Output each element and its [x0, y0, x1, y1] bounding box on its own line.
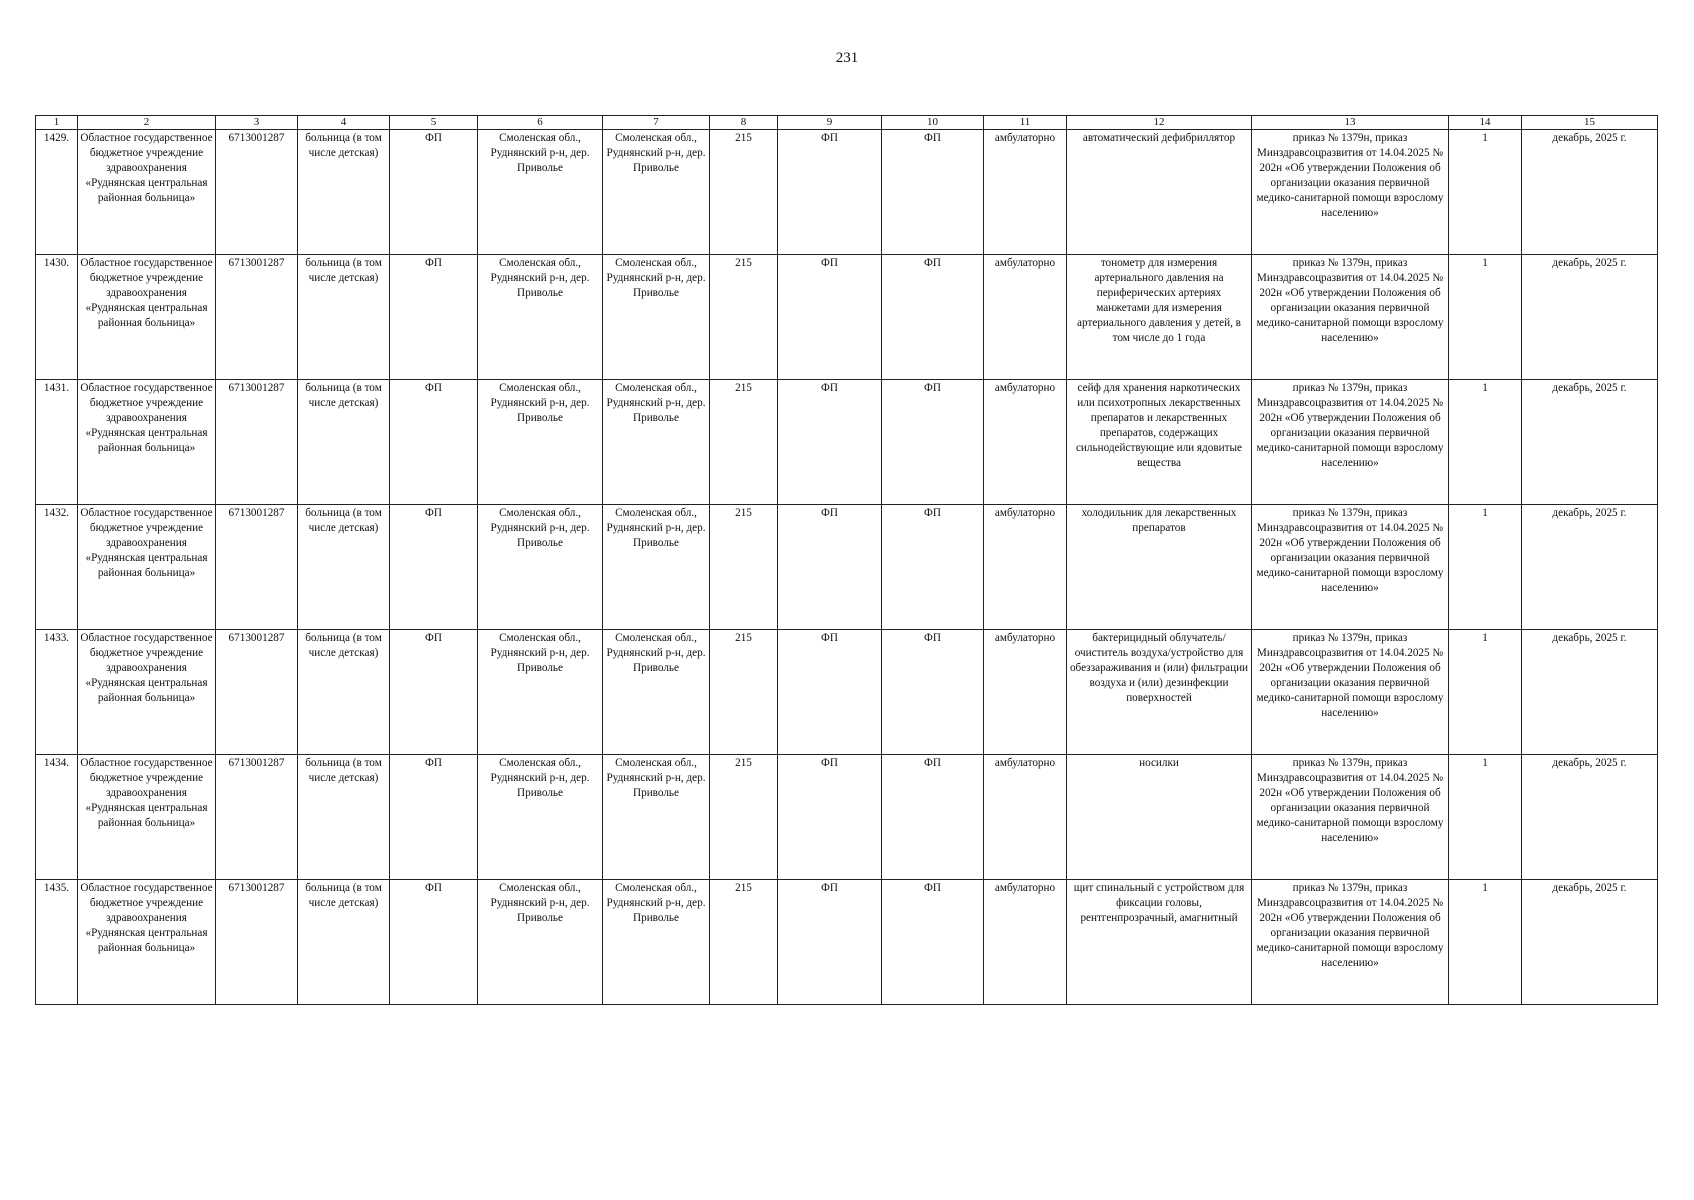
- regulation-order: приказ № 1379н, приказ Минздравсоцразвития от 14.04.2025 № 202н «Об утверждении Положения об организации оказания первичной медико-санитарной помощи взрослому населению»: [1252, 130, 1449, 255]
- address-actual: Смоленская обл., Руднянский р-н, дер. Приволье: [603, 880, 710, 1005]
- address-actual: Смоленская обл., Руднянский р-н, дер. Приволье: [603, 630, 710, 755]
- address-legal: Смоленская обл., Руднянский р-н, дер. Приволье: [478, 130, 603, 255]
- care-condition: амбулаторно: [984, 630, 1067, 755]
- deadline: декабрь, 2025 г.: [1522, 380, 1658, 505]
- deadline: декабрь, 2025 г.: [1522, 505, 1658, 630]
- organization-name: Областное государственное бюджетное учреждение здравоохранения «Руднянская центральная районная больница»: [78, 880, 216, 1005]
- column-header: 15: [1522, 116, 1658, 130]
- quantity: 1: [1449, 880, 1522, 1005]
- department-col10: ФП: [882, 505, 984, 630]
- organization-name: Областное государственное бюджетное учреждение здравоохранения «Руднянская центральная районная больница»: [78, 380, 216, 505]
- table-row: [36, 130, 1658, 255]
- code-value: 215: [710, 380, 778, 505]
- unit-type: ФП: [390, 130, 478, 255]
- regulation-order: приказ № 1379н, приказ Минздравсоцразвития от 14.04.2025 № 202н «Об утверждении Положения об организации оказания первичной медико-санитарной помощи взрослому населению»: [1252, 505, 1449, 630]
- address-actual: Смоленская обл., Руднянский р-н, дер. Приволье: [603, 130, 710, 255]
- inn-code: 6713001287: [216, 255, 298, 380]
- regulation-order: приказ № 1379н, приказ Минздравсоцразвития от 14.04.2025 № 202н «Об утверждении Положения об организации оказания первичной медико-санитарной помощи взрослому населению»: [1252, 755, 1449, 880]
- quantity: 1: [1449, 505, 1522, 630]
- facility-type: больница (в том числе детская): [298, 880, 390, 1005]
- regulation-order: приказ № 1379н, приказ Минздравсоцразвития от 14.04.2025 № 202н «Об утверждении Положения об организации оказания первичной медико-санитарной помощи взрослому населению»: [1252, 380, 1449, 505]
- department-col10: ФП: [882, 630, 984, 755]
- organization-name: Областное государственное бюджетное учреждение здравоохранения «Руднянская центральная районная больница»: [78, 505, 216, 630]
- organization-name: Областное государственное бюджетное учреждение здравоохранения «Руднянская центральная районная больница»: [78, 130, 216, 255]
- department-col9: ФП: [778, 255, 882, 380]
- inn-code: 6713001287: [216, 380, 298, 505]
- facility-type: больница (в том числе детская): [298, 130, 390, 255]
- care-condition: амбулаторно: [984, 380, 1067, 505]
- care-condition: амбулаторно: [984, 755, 1067, 880]
- header-row: [36, 116, 1658, 130]
- department-col9: ФП: [778, 880, 882, 1005]
- inn-code: 6713001287: [216, 630, 298, 755]
- quantity: 1: [1449, 255, 1522, 380]
- row-number: 1433.: [36, 630, 78, 755]
- equipment-name: тонометр для измерения артериального давления на периферических артериях манжетами для измерения артериального давления у детей, в том числе до 1 года: [1067, 255, 1252, 380]
- column-header: 4: [298, 116, 390, 130]
- deadline: декабрь, 2025 г.: [1522, 755, 1658, 880]
- code-value: 215: [710, 130, 778, 255]
- address-legal: Смоленская обл., Руднянский р-н, дер. Приволье: [478, 880, 603, 1005]
- address-legal: Смоленская обл., Руднянский р-н, дер. Приволье: [478, 255, 603, 380]
- code-value: 215: [710, 255, 778, 380]
- column-header: 2: [78, 116, 216, 130]
- organization-name: Областное государственное бюджетное учреждение здравоохранения «Руднянская центральная районная больница»: [78, 755, 216, 880]
- address-actual: Смоленская обл., Руднянский р-н, дер. Приволье: [603, 755, 710, 880]
- table-row: [36, 505, 1658, 630]
- deadline: декабрь, 2025 г.: [1522, 880, 1658, 1005]
- column-header: 12: [1067, 116, 1252, 130]
- inn-code: 6713001287: [216, 130, 298, 255]
- quantity: 1: [1449, 755, 1522, 880]
- column-header: 13: [1252, 116, 1449, 130]
- inn-code: 6713001287: [216, 505, 298, 630]
- column-header: 8: [710, 116, 778, 130]
- code-value: 215: [710, 880, 778, 1005]
- deadline: декабрь, 2025 г.: [1522, 630, 1658, 755]
- column-header: 6: [478, 116, 603, 130]
- address-legal: Смоленская обл., Руднянский р-н, дер. Приволье: [478, 505, 603, 630]
- row-number: 1430.: [36, 255, 78, 380]
- organization-name: Областное государственное бюджетное учреждение здравоохранения «Руднянская центральная районная больница»: [78, 255, 216, 380]
- equipment-name: щит спинальный с устройством для фиксации головы, рентгенпрозрачный, амагнитный: [1067, 880, 1252, 1005]
- department-col9: ФП: [778, 130, 882, 255]
- column-header: 11: [984, 116, 1067, 130]
- regulation-order: приказ № 1379н, приказ Минздравсоцразвития от 14.04.2025 № 202н «Об утверждении Положения об организации оказания первичной медико-санитарной помощи взрослому населению»: [1252, 255, 1449, 380]
- row-number: 1432.: [36, 505, 78, 630]
- address-legal: Смоленская обл., Руднянский р-н, дер. Приволье: [478, 755, 603, 880]
- row-number: 1429.: [36, 130, 78, 255]
- table-row: [36, 755, 1658, 880]
- address-legal: Смоленская обл., Руднянский р-н, дер. Приволье: [478, 630, 603, 755]
- department-col10: ФП: [882, 380, 984, 505]
- column-header: 7: [603, 116, 710, 130]
- equipment-name: носилки: [1067, 755, 1252, 880]
- inn-code: 6713001287: [216, 880, 298, 1005]
- facility-type: больница (в том числе детская): [298, 380, 390, 505]
- equipment-table: [35, 115, 1658, 1005]
- unit-type: ФП: [390, 755, 478, 880]
- address-legal: Смоленская обл., Руднянский р-н, дер. Приволье: [478, 380, 603, 505]
- department-col9: ФП: [778, 630, 882, 755]
- table-row: [36, 255, 1658, 380]
- column-header: 14: [1449, 116, 1522, 130]
- quantity: 1: [1449, 630, 1522, 755]
- table-row: [36, 880, 1658, 1005]
- regulation-order: приказ № 1379н, приказ Минздравсоцразвития от 14.04.2025 № 202н «Об утверждении Положения об организации оказания первичной медико-санитарной помощи взрослому населению»: [1252, 880, 1449, 1005]
- facility-type: больница (в том числе детская): [298, 255, 390, 380]
- deadline: декабрь, 2025 г.: [1522, 130, 1658, 255]
- address-actual: Смоленская обл., Руднянский р-н, дер. Приволье: [603, 505, 710, 630]
- department-col10: ФП: [882, 755, 984, 880]
- care-condition: амбулаторно: [984, 880, 1067, 1005]
- column-header: 9: [778, 116, 882, 130]
- equipment-name: бактерицидный облучатель/очиститель воздуха/устройство для обеззараживания и (или) фильтрации воздуха и (или) дезинфекции поверхностей: [1067, 630, 1252, 755]
- code-value: 215: [710, 755, 778, 880]
- equipment-name: холодильник для лекарственных препаратов: [1067, 505, 1252, 630]
- facility-type: больница (в том числе детская): [298, 505, 390, 630]
- row-number: 1431.: [36, 380, 78, 505]
- table-row: [36, 380, 1658, 505]
- regulation-order: приказ № 1379н, приказ Минздравсоцразвития от 14.04.2025 № 202н «Об утверждении Положения об организации оказания первичной медико-санитарной помощи взрослому населению»: [1252, 630, 1449, 755]
- quantity: 1: [1449, 130, 1522, 255]
- column-header: 5: [390, 116, 478, 130]
- row-number: 1434.: [36, 755, 78, 880]
- column-header: 1: [36, 116, 78, 130]
- quantity: 1: [1449, 380, 1522, 505]
- department-col10: ФП: [882, 880, 984, 1005]
- page-number: 231: [835, 50, 859, 66]
- column-header: 3: [216, 116, 298, 130]
- department-col10: ФП: [882, 255, 984, 380]
- unit-type: ФП: [390, 255, 478, 380]
- department-col10: ФП: [882, 130, 984, 255]
- department-col9: ФП: [778, 505, 882, 630]
- code-value: 215: [710, 505, 778, 630]
- table-row: [36, 630, 1658, 755]
- address-actual: Смоленская обл., Руднянский р-н, дер. Приволье: [603, 255, 710, 380]
- unit-type: ФП: [390, 630, 478, 755]
- address-actual: Смоленская обл., Руднянский р-н, дер. Приволье: [603, 380, 710, 505]
- column-header: 10: [882, 116, 984, 130]
- care-condition: амбулаторно: [984, 255, 1067, 380]
- unit-type: ФП: [390, 880, 478, 1005]
- unit-type: ФП: [390, 380, 478, 505]
- organization-name: Областное государственное бюджетное учреждение здравоохранения «Руднянская центральная районная больница»: [78, 630, 216, 755]
- facility-type: больница (в том числе детская): [298, 755, 390, 880]
- care-condition: амбулаторно: [984, 505, 1067, 630]
- deadline: декабрь, 2025 г.: [1522, 255, 1658, 380]
- care-condition: амбулаторно: [984, 130, 1067, 255]
- unit-type: ФП: [390, 505, 478, 630]
- equipment-name: автоматический дефибриллятор: [1067, 130, 1252, 255]
- department-col9: ФП: [778, 380, 882, 505]
- equipment-name: сейф для хранения наркотических или психотропных лекарственных препаратов и лекарственных препаратов, содержащих сильнодействующие или ядовитые вещества: [1067, 380, 1252, 505]
- inn-code: 6713001287: [216, 755, 298, 880]
- department-col9: ФП: [778, 755, 882, 880]
- code-value: 215: [710, 630, 778, 755]
- facility-type: больница (в том числе детская): [298, 630, 390, 755]
- row-number: 1435.: [36, 880, 78, 1005]
